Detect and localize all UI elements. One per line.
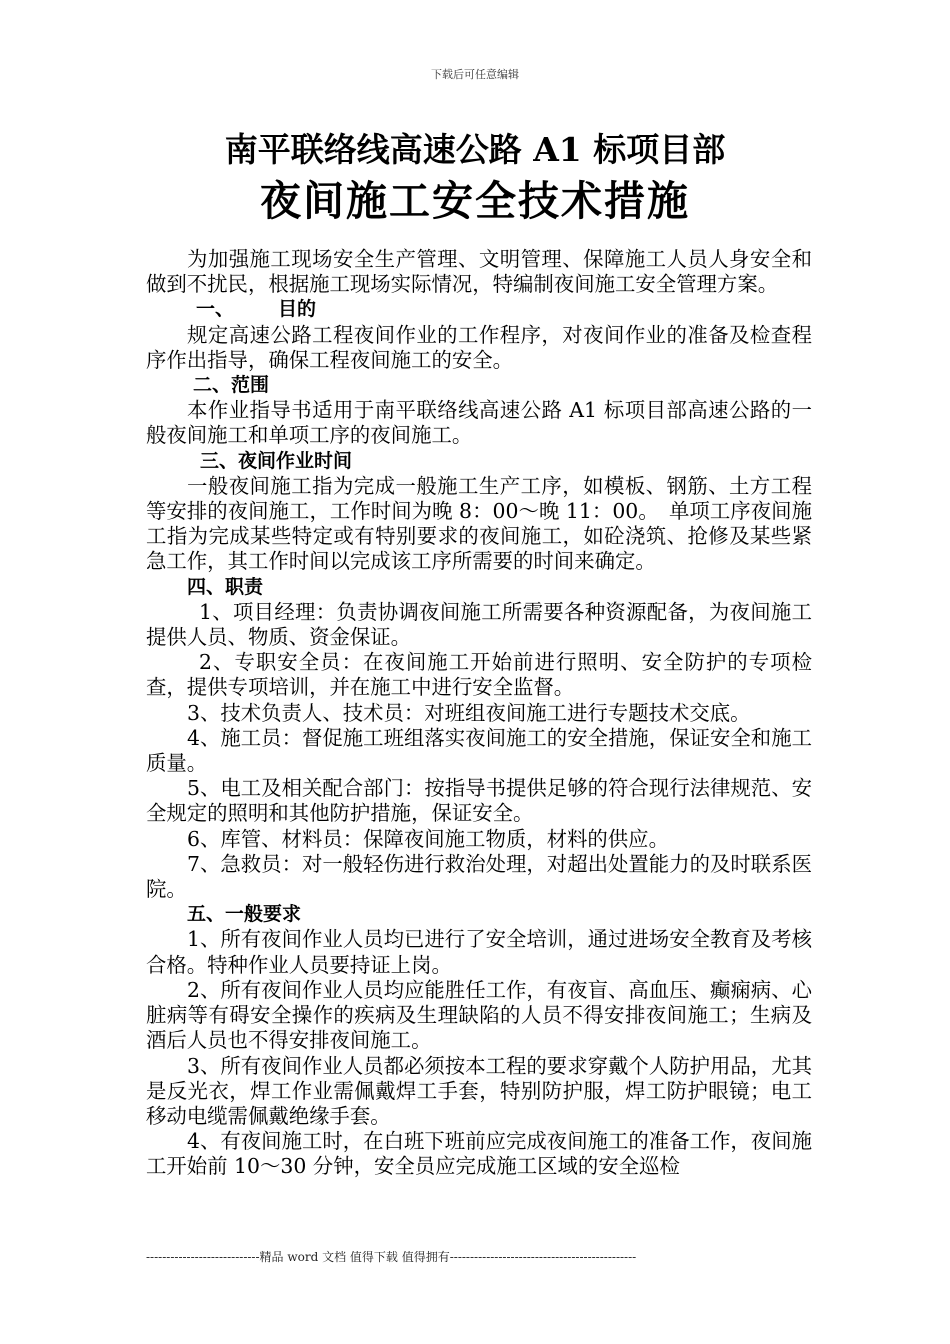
duty-item: 6、库管、材料员：保障夜间施工物质，材料的供应。 <box>187 826 669 851</box>
section-heading-scope: 二、范围 <box>193 374 270 397</box>
section-title: 目的 <box>278 298 317 321</box>
section-heading-duties: 四、职责 <box>187 575 264 598</box>
requirement-item: 3、所有夜间作业人员都必须按本工程的要求穿戴个人防护用品，尤其是反光衣，焊工作业需佩戴焊工手套，特别防护服，焊工防护眼镜；电工移动电缆需佩戴绝缘手套。 <box>146 1053 812 1128</box>
project-title: 南平联络线高速公路 A1 标项目部 <box>224 130 726 169</box>
duty-item: 7、急救员：对一般轻伤进行救治处理，对超出处置能力的及时联系医院。 <box>146 851 812 902</box>
duty-item: 2、专职安全员：在夜间施工开始前进行照明、安全防护的专项检查，提供专项培训，并在施工中进行安全监督。 <box>146 650 812 700</box>
document-title: 夜间施工安全技术措施 <box>260 177 690 225</box>
section-number: 一、 <box>196 298 235 321</box>
intro-paragraph: 为加强施工现场安全生产管理、文明管理、保障施工人员人身安全和做到不扰民，根据施工现场实际情况，特编制夜间施工安全管理方案。 <box>146 247 812 297</box>
document-body <box>146 247 812 1180</box>
requirement-item: 2、所有夜间作业人员均应能胜任工作，有夜盲、高血压、癫痫病、心脏病等有碍安全操作的疾病及生理缺陷的人员不得安排夜间施工；生病及酒后人员也不得安排夜间施工。 <box>146 977 812 1053</box>
purpose-paragraph: 规定高速公路工程夜间作业的工作程序，对夜间作业的准备及检查程序作出指导，确保工程夜间施工的安全。 <box>146 322 812 372</box>
time-paragraph: 一般夜间施工指为完成一般施工生产工序，如模板、钢筋、土方工程等安排的夜间施工，工作时间为晚 8：00～晚 11：00。 单项工序夜间施工指为完成某些特定或有特别要求的夜间施工，如砼浇筑、抢修及某些紧急工作，其工作时间以完成该工序所需要的时间来确定。 <box>146 473 812 574</box>
scope-paragraph: 本作业指导书适用于南平联络线高速公路 A1 标项目部高速公路的一般夜间施工和单项工序的夜间施工。 <box>146 398 812 448</box>
header-note: 下载后可任意编辑 <box>431 68 519 81</box>
duty-item: 1、项目经理：负责协调夜间施工所需要各种资源配备，为夜间施工提供人员、物质、资金保证。 <box>146 599 812 650</box>
section-heading-purpose <box>146 297 812 322</box>
section-heading-requirements: 五、一般要求 <box>187 903 302 926</box>
duty-item: 5、电工及相关配合部门：按指导书提供足够的符合现行法律规范、安全规定的照明和其他防护措施，保证安全。 <box>146 776 812 826</box>
duty-item: 4、施工员：督促施工班组落实夜间施工的安全措施，保证安全和施工质量。 <box>146 725 812 776</box>
footer-note: ----------------------------精品 word 文档 值得下载 值得拥有---------------------------------------------- <box>146 1250 637 1264</box>
duty-item: 3、技术负责人、技术员：对班组夜间施工进行专题技术交底。 <box>187 700 751 725</box>
requirement-item: 1、所有夜间作业人员均已进行了安全培训，通过进场安全教育及考核合格。特种作业人员要持证上岗。 <box>146 927 812 977</box>
requirement-item: 4、有夜间施工时，在白班下班前应完成夜间施工的准备工作，夜间施工开始前 10～30 分钟，安全员应完成施工区域的安全巡检 <box>146 1129 812 1179</box>
section-heading-time: 三、夜间作业时间 <box>200 449 353 472</box>
